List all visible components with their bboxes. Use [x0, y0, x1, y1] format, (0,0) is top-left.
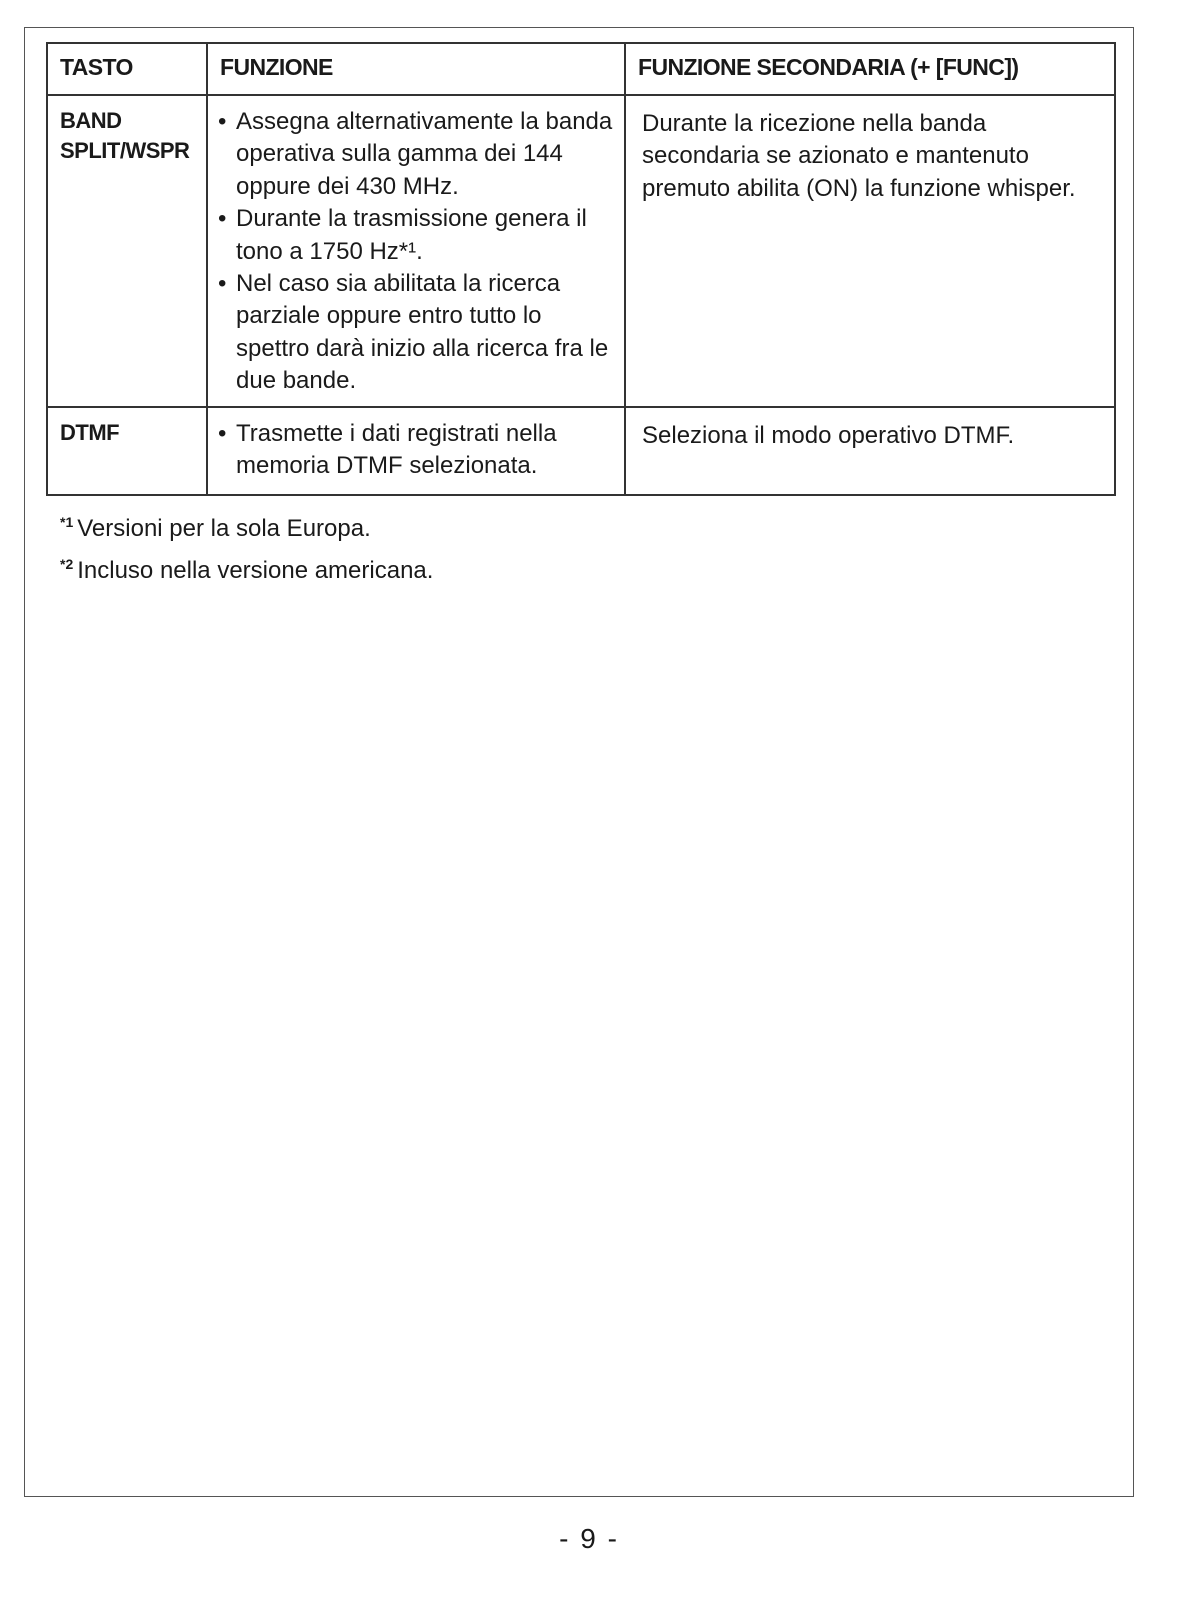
secondary-function-cell: Seleziona il modo operativo DTMF. [625, 407, 1115, 495]
header-tasto: TASTO [47, 43, 207, 95]
function-text: Durante la trasmissione genera il tono a 1750 Hz*¹. [236, 205, 587, 265]
table-row [47, 95, 1115, 407]
footnote-text: Versioni per la sola Europa. [77, 515, 371, 542]
footnote-mark: *2 [60, 556, 74, 573]
function-text: Trasmette i dati registrati nella memoria DTMF selezionata. [236, 419, 557, 479]
bullet-icon: • [218, 108, 227, 135]
key-cell: DTMF [47, 407, 207, 495]
footnote-mark: *1 [60, 514, 74, 530]
list-item [218, 268, 614, 398]
table-row [47, 407, 1115, 495]
key-function-table [46, 42, 1116, 496]
function-list [218, 418, 614, 483]
list-item [218, 418, 614, 483]
footnote [60, 510, 433, 548]
table-header-row [47, 43, 1115, 95]
footnote [60, 552, 433, 590]
footnotes [60, 510, 433, 595]
key-cell: BAND SPLIT/WSPR [47, 95, 207, 407]
bullet-icon: • [218, 269, 227, 297]
bullet-icon: • [218, 205, 227, 233]
function-cell [207, 95, 625, 407]
function-text: Assegna alternativamente la banda operativa sulla gamma dei 144 oppure dei 430 MHz. [236, 108, 613, 200]
header-funzione-secondaria: FUNZIONE SECONDARIA (+ [FUNC]) [625, 43, 1115, 95]
list-item [218, 106, 614, 203]
list-item [218, 203, 614, 268]
header-funzione: FUNZIONE [207, 43, 625, 95]
bullet-icon: • [218, 419, 227, 447]
function-cell [207, 407, 625, 495]
function-text: Nel caso sia abilitata la ricerca parziale oppure entro tutto lo spettro darà inizio alla ricerca fra le due bande. [236, 269, 609, 395]
secondary-function-cell: Durante la ricezione nella banda secondaria se azionato e mantenuto premuto abilita (ON) la funzione whisper. [625, 95, 1115, 407]
function-list [218, 106, 614, 398]
page-number: - 9 - [559, 1523, 619, 1554]
footnote-text: Incluso nella versione americana. [77, 557, 434, 585]
